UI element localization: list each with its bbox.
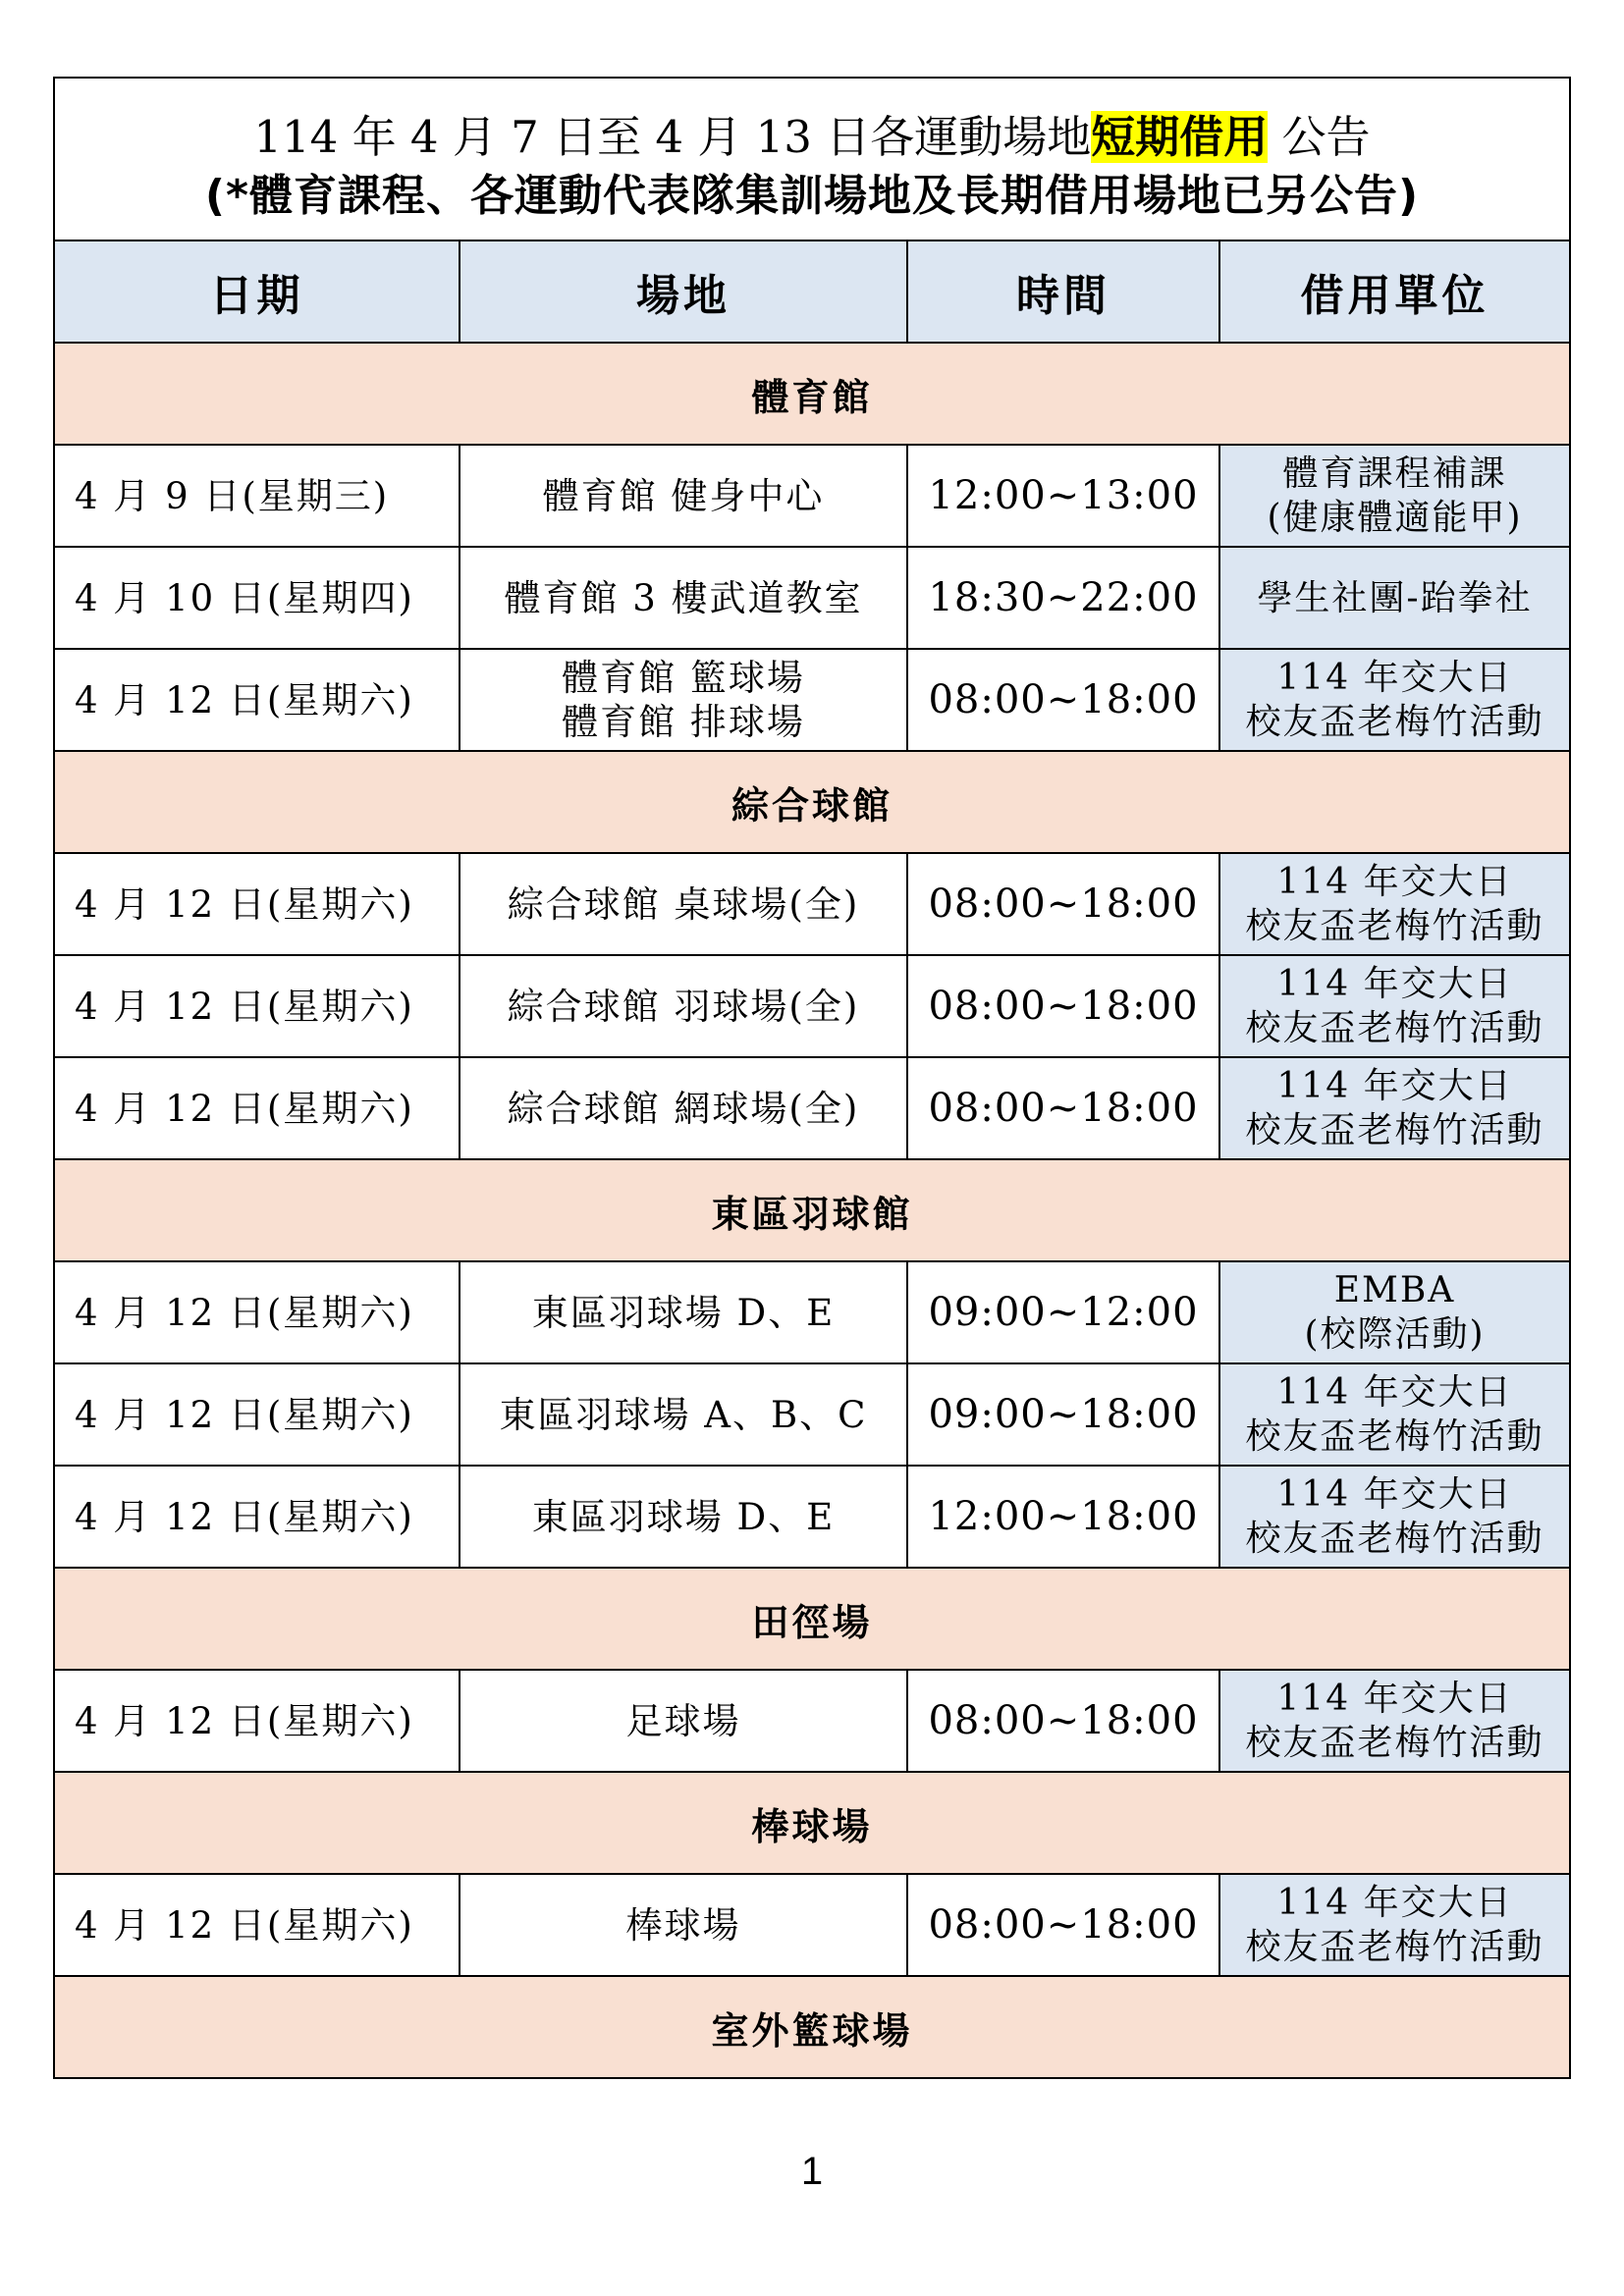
header-date: 日期 [55,241,460,343]
section-title: 田徑場 [55,1568,1569,1670]
date-cell: 4 月 12 日(星期六) [55,853,460,955]
time-cell: 08:00~18:00 [907,1874,1219,1976]
date-cell: 4 月 12 日(星期六) [55,1363,460,1466]
section-row [55,1976,1569,2077]
date-cell: 4 月 12 日(星期六) [55,1057,460,1159]
section-row [55,1772,1569,1874]
venue-cell [460,547,907,649]
unit-cell-line: 校友盃老梅竹活動 [1245,1723,1544,1763]
header-venue: 場地 [460,241,907,343]
time-cell: 08:00~18:00 [907,853,1219,955]
unit-cell-line: 校友盃老梅竹活動 [1245,1110,1544,1150]
venue-cell [460,955,907,1057]
time-cell: 08:00~18:00 [907,1670,1219,1772]
time-cell: 08:00~18:00 [907,1057,1219,1159]
date-cell: 4 月 9 日(星期三) [55,445,460,547]
table-row [55,853,1569,955]
time-cell: 08:00~18:00 [907,955,1219,1057]
unit-cell-line: 114 年交大日 [1276,1372,1513,1413]
venue-cell [460,853,907,955]
section-row [55,751,1569,853]
table-row [55,1261,1569,1363]
venue-cell-line: 東區羽球場 D、E [531,1291,836,1334]
header-row [55,241,1569,343]
venue-cell [460,445,907,547]
unit-cell-line: 校友盃老梅竹活動 [1245,1519,1544,1559]
time-cell: 08:00~18:00 [907,649,1219,751]
venue-cell [460,1670,907,1772]
unit-cell-line: 校友盃老梅竹活動 [1245,1416,1544,1457]
venue-cell-line: 東區羽球場 A、B、C [499,1393,868,1436]
unit-cell-line: 校友盃老梅竹活動 [1245,702,1544,742]
venue-cell [460,1057,907,1159]
table-row [55,649,1569,751]
table-row [55,1874,1569,1976]
title-suffix: 公告 [1281,111,1371,163]
unit-cell-line: (校際活動) [1304,1314,1486,1355]
booking-table-body [55,241,1569,2077]
time-cell: 18:30~22:00 [907,547,1219,649]
unit-cell [1219,445,1569,547]
unit-cell [1219,1466,1569,1568]
venue-cell [460,649,907,751]
venue-cell-line: 東區羽球場 D、E [531,1495,836,1538]
title-highlight: 短期借用 [1091,111,1269,163]
date-cell: 4 月 12 日(星期六) [55,1261,460,1363]
time-cell: 09:00~18:00 [907,1363,1219,1466]
unit-cell-line: 114 年交大日 [1276,1066,1513,1106]
header-unit: 借用單位 [1219,241,1569,343]
section-title: 體育館 [55,343,1569,445]
unit-cell-line: 114 年交大日 [1276,964,1513,1004]
unit-cell [1219,1261,1569,1363]
date-cell: 4 月 12 日(星期六) [55,1874,460,1976]
section-row [55,343,1569,445]
unit-cell [1219,955,1569,1057]
venue-cell-line: 體育館 健身中心 [542,474,825,517]
announcement-title [55,79,1569,167]
date-cell: 4 月 12 日(星期六) [55,649,460,751]
unit-cell-line: 學生社團-跆拳社 [1257,577,1533,618]
venue-cell [460,1261,907,1363]
section-row [55,1159,1569,1261]
unit-cell-line: 114 年交大日 [1276,1679,1513,1719]
table-row [55,1466,1569,1568]
title-block [55,79,1569,241]
unit-cell [1219,1670,1569,1772]
venue-cell-line: 綜合球館 網球場(全) [507,1087,860,1130]
section-title: 室外籃球場 [55,1976,1569,2077]
unit-cell [1219,1057,1569,1159]
header-time: 時間 [907,241,1219,343]
unit-cell-line: 114 年交大日 [1276,658,1513,698]
unit-cell-line: 校友盃老梅竹活動 [1245,906,1544,946]
unit-cell-line: (健康體適能甲) [1267,498,1523,538]
table-row [55,1670,1569,1772]
unit-cell [1219,547,1569,649]
venue-cell-line: 體育館 排球場 [562,701,805,743]
unit-cell-line: 114 年交大日 [1276,1883,1513,1923]
venue-cell [460,1466,907,1568]
time-cell: 12:00~18:00 [907,1466,1219,1568]
date-cell: 4 月 12 日(星期六) [55,1466,460,1568]
unit-cell-line: EMBA [1333,1270,1456,1310]
table-row [55,1057,1569,1159]
section-row [55,1568,1569,1670]
unit-cell [1219,649,1569,751]
announcement-sheet [53,77,1571,2079]
venue-cell-line: 體育館 3 樓武道教室 [504,576,863,619]
unit-cell-line: 114 年交大日 [1276,1474,1513,1515]
section-title: 東區羽球館 [55,1159,1569,1261]
time-cell: 09:00~12:00 [907,1261,1219,1363]
unit-cell [1219,1363,1569,1466]
venue-cell-line: 綜合球館 羽球場(全) [507,985,860,1028]
venue-cell-line: 足球場 [625,1699,741,1742]
unit-cell-line: 校友盃老梅竹活動 [1245,1008,1544,1048]
page-number: 1 [800,2150,824,2193]
date-cell: 4 月 12 日(星期六) [55,955,460,1057]
table-row [55,445,1569,547]
announcement-subtitle: (*體育課程、各運動代表隊集訓場地及長期借用場地已另公告) [204,171,1420,221]
unit-cell-line: 體育課程補課 [1282,454,1507,494]
unit-cell [1219,1874,1569,1976]
date-cell: 4 月 12 日(星期六) [55,1670,460,1772]
time-cell: 12:00~13:00 [907,445,1219,547]
unit-cell-line: 校友盃老梅竹活動 [1245,1927,1544,1967]
title-prefix: 114 年 4 月 7 日至 4 月 13 日各運動場地 [253,111,1092,163]
date-cell: 4 月 10 日(星期四) [55,547,460,649]
table-row [55,955,1569,1057]
section-title: 綜合球館 [55,751,1569,853]
venue-cell-line: 綜合球館 桌球場(全) [507,882,860,926]
unit-cell-line: 114 年交大日 [1276,862,1513,902]
unit-cell [1219,853,1569,955]
venue-cell-line: 體育館 籃球場 [562,657,805,699]
section-title: 棒球場 [55,1772,1569,1874]
venue-cell [460,1363,907,1466]
table-row [55,547,1569,649]
booking-table [55,241,1569,2077]
venue-cell [460,1874,907,1976]
venue-cell-line: 棒球場 [625,1903,741,1947]
table-row [55,1363,1569,1466]
